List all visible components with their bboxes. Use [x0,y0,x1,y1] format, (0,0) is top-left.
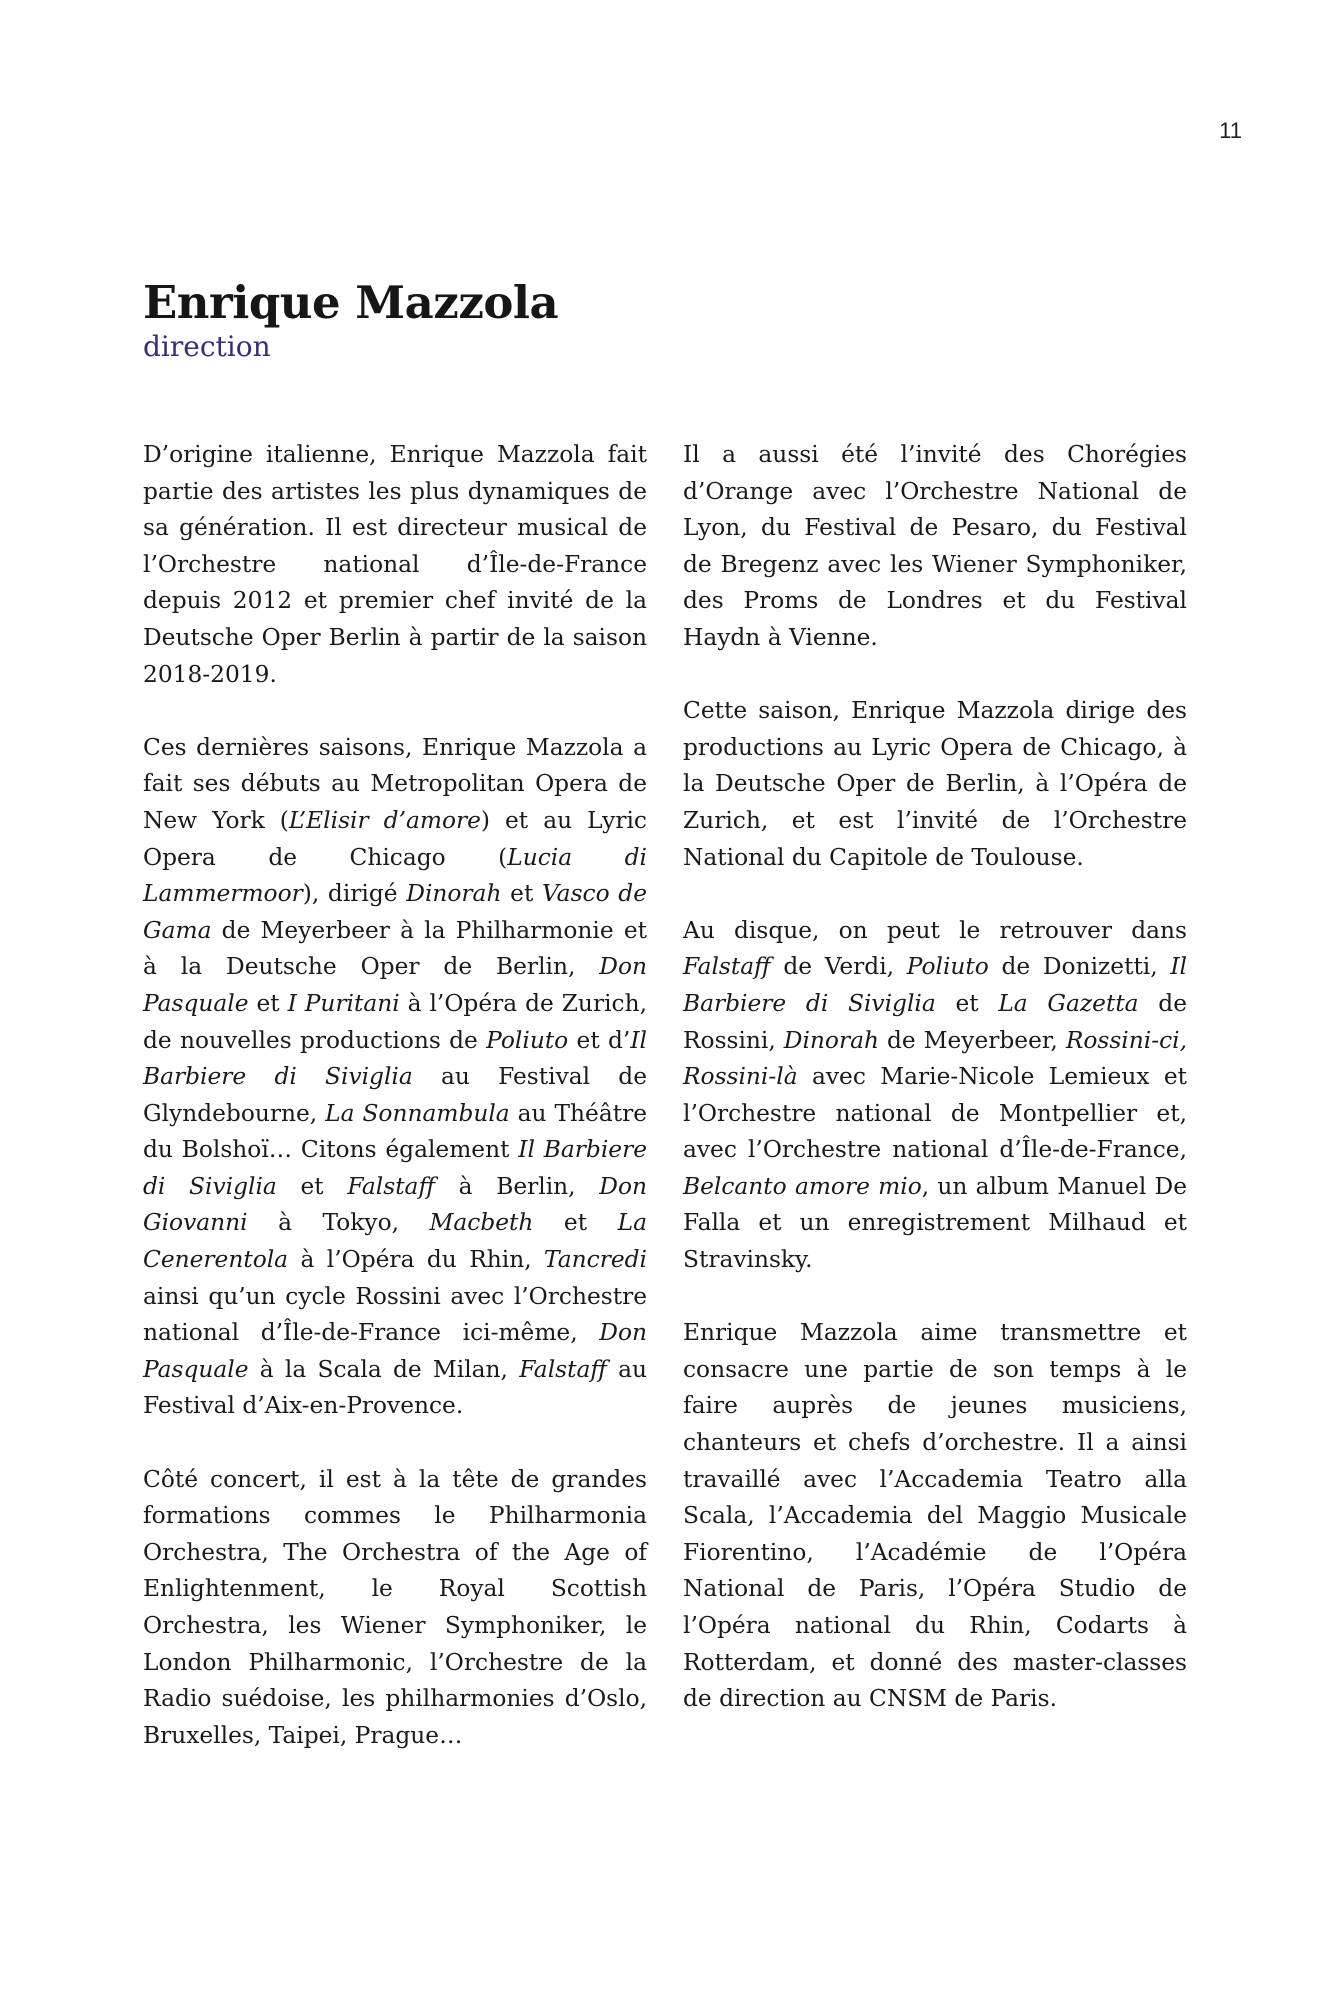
italic-title-text: Don Pasquale [143,953,647,1017]
text-run: à l’Opéra de Zurich, de nouvelles productions de [143,989,647,1054]
text-run: et [248,989,288,1017]
italic-title-text: Dinorah [406,880,502,908]
italic-title-text: Vasco de Gama [143,880,647,944]
text-run: Au disque, on peut le retrouver dans [683,916,1187,944]
text-run: à la Scala de Milan, [248,1355,520,1383]
italic-title-text: Lucia di Lammermoor [143,843,647,908]
text-run: , un album Manuel De Falla et un enregistrement Milhaud et Stravinsky. [683,1172,1187,1274]
paragraph [143,437,647,693]
paragraph [683,1315,1187,1718]
text-run: et [533,1209,618,1237]
text-run: Enrique Mazzola aime transmettre et consacre une partie de son temps à le faire auprès de jeunes musiciens, chanteurs et chefs d’orchestre. Il a ainsi travaillé avec l’Accademia Teatro alla Scala, l’Accademia del Maggio Musicale Fiorentino, l’Académie de l’Opéra National de Paris, l’Opéra Studio de l’Opéra national du Rhin, Codarts à Rotterdam, et donné des master-classes de direction au CNSM de Paris. [683,1319,1187,1713]
page-number: 11 [1219,118,1242,143]
italic-title-text: L’Elisir d’amore [288,806,481,834]
right-text-column [683,437,1187,1718]
text-run: de Meyerbeer, [878,1026,1066,1054]
italic-title-text: Poliuto [906,953,989,981]
italic-title-text: Falstaff [683,953,771,981]
italic-title-text: Il Barbiere di Siviglia [143,1136,647,1200]
article-header [143,276,558,364]
text-run: et d’ [568,1026,631,1054]
text-run: ), dirigé [302,880,407,908]
text-run: de Meyerbeer à la Philharmonie et à la Deutsche Oper de Berlin, [143,916,647,981]
text-run: à Berlin, [434,1172,600,1200]
text-run: de Verdi, [770,953,907,981]
italic-title-text: Don Pasquale [143,1319,647,1383]
text-run: et [501,880,542,908]
text-run: au Festival de Glyndebourne, [143,1063,648,1127]
text-run: de Rossini, [683,989,1187,1054]
paragraph [683,437,1187,657]
italic-title-text: Belcanto amore mio [683,1172,922,1200]
paragraph [683,913,1187,1279]
italic-title-text: Il Barbiere di Siviglia [683,953,1187,1017]
italic-title-text: Dinorah [783,1026,879,1054]
text-run: Il a aussi été l’invité des Chorégies d’Orange avec l’Orchestre National de Lyon, du Festival de Pesaro, du Festival de Bregenz avec les Wiener Symphoniker, des Proms de Londres et du Festival Haydn à Vienne. [683,441,1187,651]
italic-title-text: Il Barbiere di Siviglia [143,1026,647,1091]
italic-title-text: Rossini-ci, Rossini-là [683,1026,1187,1091]
italic-title-text: Falstaff [519,1355,607,1383]
text-run: au Théâtre du Bolshoï… Citons également [143,1099,647,1164]
text-run: avec Marie-Nicole Lemieux et l’Orchestre national de Montpellier et, avec l’Orchestre national d’Île-de-France, [683,1063,1187,1164]
italic-title-text: Poliuto [486,1026,569,1054]
paragraph [683,693,1187,876]
artist-name: Enrique Mazzola [143,276,559,329]
text-run: au Festival d’Aix-en-Provence. [143,1355,647,1420]
italic-title-text: I Puritani [287,989,400,1017]
artist-role: direction [143,330,271,363]
paragraph [143,730,647,1425]
text-run: ainsi qu’un cycle Rossini avec l’Orchestre national d’Île-de-France ici-même, [143,1282,647,1347]
left-text-column [143,437,647,1754]
text-run: de Donizetti, [988,953,1171,981]
text-run: à l’Opéra du Rhin, [288,1246,545,1274]
text-run: ) et au Lyric Opera de Chicago ( [143,806,647,871]
text-run: et [935,989,999,1017]
italic-title-text: La Cenerentola [143,1209,647,1274]
paragraph [143,1462,647,1755]
text-run: et [276,1172,348,1200]
text-run: Ces dernières saisons, Enrique Mazzola a fait ses débuts au Metropolitan Opera de New York ( [143,733,647,834]
text-run: Côté concert, il est à la tête de grandes formations commes le Philharmonia Orchestra, The Orchestra of the Age of Enlightenment, le Royal Scottish Orchestra, les Wiener Symphoniker, le London Philharmonic, l’Orchestre de la Radio suédoise, les philharmonies d’Oslo, Bruxelles, Taipei, Prague… [143,1465,647,1749]
italic-title-text: Macbeth [429,1209,534,1237]
italic-title-text: Don Giovanni [143,1172,647,1237]
italic-title-text: La Sonnambula [325,1099,510,1127]
text-run: à Tokyo, [247,1209,430,1237]
text-run: Cette saison, Enrique Mazzola dirige des productions au Lyric Opera de Chicago, à la Deutsche Oper de Berlin, à l’Opéra de Zurich, et est l’invité de l’Orchestre National du Capitole de Toulouse. [683,697,1187,871]
italic-title-text: Falstaff [347,1172,435,1200]
italic-title-text: Tancredi [544,1246,647,1274]
text-run: D’origine italienne, Enrique Mazzola fait partie des artistes les plus dynamiques de sa génération. Il est directeur musical de l’Orchestre national d’Île-de-France depuis 2012 et premier chef invité de la Deutsche Oper Berlin à partir de la saison 2018-2019. [143,441,647,688]
italic-title-text: La Gazetta [998,989,1139,1017]
